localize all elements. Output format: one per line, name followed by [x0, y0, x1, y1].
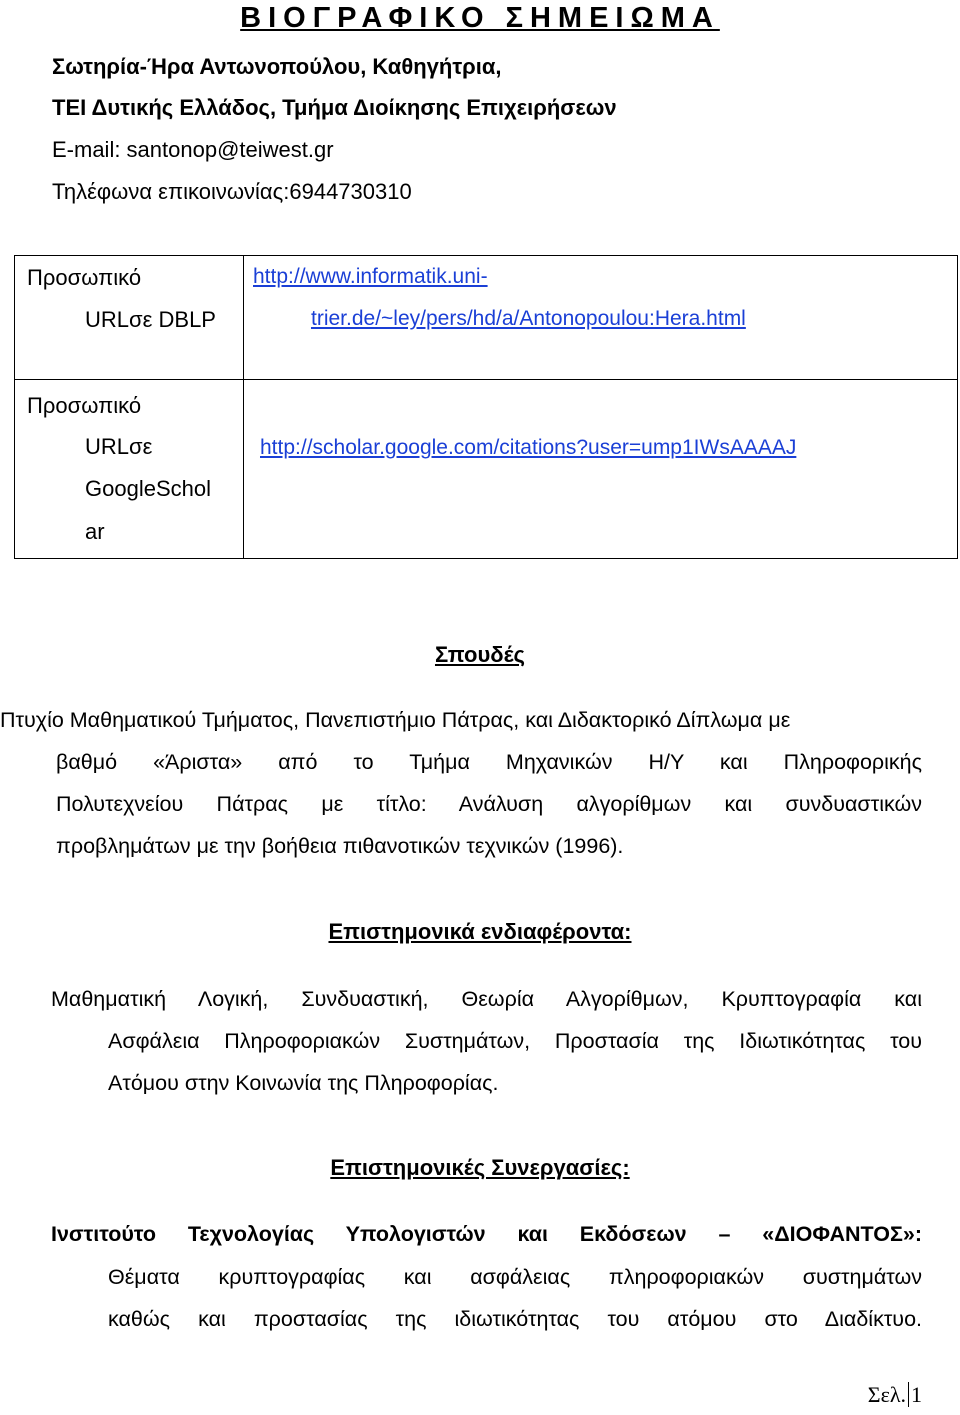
interests-line-1: Μαθηματική Λογική, Συνδυαστική, Θεωρία Αλγορίθμων, Κρυπτογραφία και — [51, 987, 922, 1011]
studies-heading: Σπουδές — [434, 642, 525, 667]
document-title: ΒΙΟΓΡΑΦΙΚΟ ΣΗΜΕΙΩΜΑ — [240, 2, 720, 34]
scholar-label-line-2: URLσε — [85, 434, 153, 459]
page-separator — [908, 1382, 909, 1407]
collaborations-line-1: Θέματα κρυπτογραφίας και ασφάλειας πληροφοριακών συστημάτων — [108, 1265, 922, 1289]
author-phone: Τηλέφωνα επικοινωνίας:6944730310 — [52, 179, 412, 204]
author-institution: ΤΕΙ Δυτικής Ελλάδος, Τμήμα Διοίκησης Επιχειρήσεων — [52, 95, 617, 120]
dblp-link-line-2[interactable]: trier.de/~ley/pers/hd/a/Antonopoulou:Hera.html — [311, 307, 746, 330]
studies-line-4: προβλημάτων με την βοήθεια πιθανοτικών τεχνικών (1996). — [56, 834, 624, 858]
interests-paragraph-cont — [108, 1020, 922, 1104]
author-name: Σωτηρία-Ήρα Αντωνοπούλου, Καθηγήτρια, — [52, 54, 502, 79]
studies-paragraph — [0, 699, 925, 741]
interests-paragraph — [51, 978, 922, 1020]
studies-line-3: Πολυτεχνείου Πάτρας με τίτλο: Ανάλυση αλγορίθμων και συνδυαστικών — [56, 792, 922, 816]
collaborations-heading: Επιστημονικές Συνεργασίες: — [330, 1155, 630, 1180]
dblp-link-line-1[interactable]: http://www.informatik.uni- — [253, 265, 488, 288]
table-row-divider — [15, 379, 957, 380]
studies-line-1: Πτυχίο Μαθηματικού Τμήματος, Πανεπιστήμιο Πάτρας, και Διδακτορικό Δίπλωμα με — [0, 708, 791, 732]
collaborations-line-2: καθώς και προστασίας της ιδιωτικότητας του ατόμου στο Διαδίκτυο. — [108, 1307, 922, 1331]
interests-heading: Επιστημονικά ενδιαφέροντα: — [328, 919, 632, 944]
dblp-label-line-2: URLσε DBLP — [85, 307, 216, 332]
studies-paragraph-cont — [56, 741, 922, 867]
collaborations-org — [51, 1213, 922, 1255]
scholar-link[interactable]: http://scholar.google.com/citations?user=ump1IWsAAAAJ — [260, 436, 797, 459]
author-email: E-mail: santonop@teiwest.gr — [52, 137, 334, 162]
interests-line-2: Ασφάλεια Πληροφοριακών Συστημάτων, Προστασία της Ιδιωτικότητας του — [108, 1029, 922, 1053]
collaborations-org-line: Ινστιτούτο Τεχνολογίας Υπολογιστών και Εκδόσεων – «ΔΙΟΦΑΝΤΟΣ»: — [51, 1222, 922, 1246]
interests-line-3: Ατόμου στην Κοινωνία της Πληροφορίας. — [108, 1071, 499, 1095]
studies-line-2: βαθμό «Άριστα» από το Τμήμα Μηχανικών Η/Υ και Πληροφορικής — [56, 750, 922, 774]
collaborations-paragraph — [108, 1256, 922, 1340]
scholar-label-line-4: ar — [85, 519, 105, 544]
page-number: 1 — [911, 1382, 922, 1407]
urls-table — [14, 255, 958, 559]
dblp-label-line-1: Προσωπικό — [27, 265, 142, 290]
table-column-divider — [243, 256, 244, 558]
scholar-label-line-3: GoogleSchol — [85, 476, 211, 501]
page-label: Σελ. — [867, 1382, 906, 1407]
scholar-label-line-1: Προσωπικό — [27, 393, 142, 418]
page-footer — [868, 1382, 922, 1408]
